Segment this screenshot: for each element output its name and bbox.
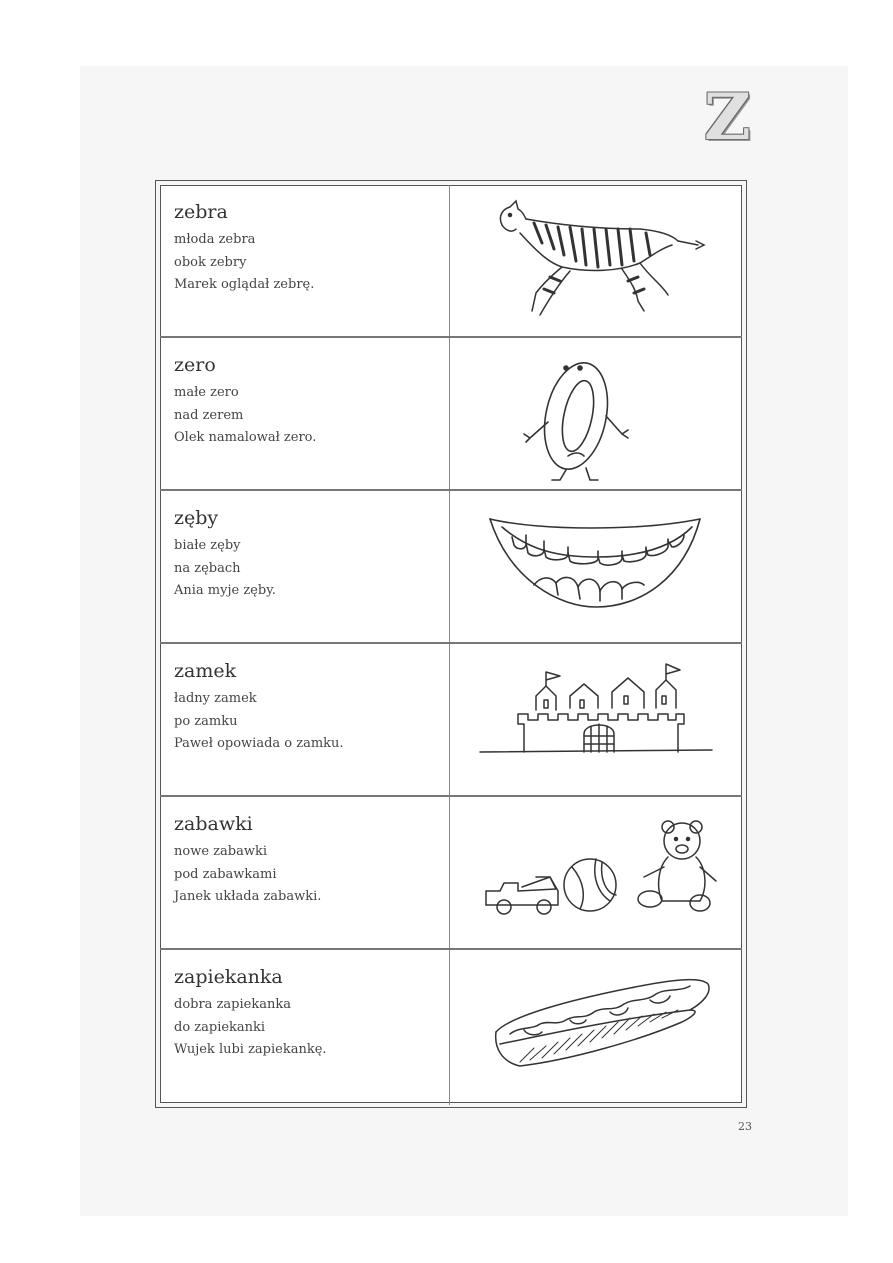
card-line: Janek układa zabawki. (174, 889, 322, 904)
card-row-zebra (160, 185, 742, 338)
card-line: Paweł opowiada o zamku. (174, 736, 344, 751)
card-line: Olek namalował zero. (174, 430, 317, 445)
card-line: obok zebry (174, 254, 247, 270)
card-text (160, 950, 450, 1105)
card-text (160, 644, 450, 795)
card-text (160, 491, 450, 642)
card-word: zero (174, 354, 216, 376)
card-line: białe zęby (174, 538, 241, 553)
card-line: ładny zamek (174, 691, 257, 706)
card-word: zamek (174, 660, 237, 682)
card-word: zabawki (174, 813, 253, 835)
card-row-zero (160, 338, 742, 491)
card-line: do zapiekanki (174, 1019, 266, 1035)
card-row-zeby (160, 491, 742, 644)
card-text (160, 338, 450, 489)
zebra-drawing (450, 185, 742, 336)
chapter-letter: Z (704, 80, 751, 155)
card-row-zabawki (160, 797, 742, 950)
card-word: zęby (174, 507, 219, 529)
card-line: Marek oglądał zebrę. (174, 277, 315, 292)
toys-drawing (450, 797, 742, 948)
teeth-smile-drawing (450, 491, 742, 642)
card-line: na zębach (174, 560, 241, 576)
castle-drawing (450, 644, 742, 795)
card-line: Wujek lubi zapiekankę. (174, 1042, 327, 1057)
zapiekanka-drawing (450, 950, 742, 1105)
card-line: nowe zabawki (174, 844, 267, 859)
card-text (160, 185, 450, 336)
page-number: 23 (738, 1120, 752, 1133)
card-line: małe zero (174, 385, 239, 400)
card-line: po zamku (174, 713, 238, 729)
card-row-zamek (160, 644, 742, 797)
card-text (160, 797, 450, 948)
card-row-zapiekanka (160, 950, 742, 1105)
card-line: młoda zebra (174, 232, 256, 247)
card-line: pod zabawkami (174, 866, 277, 882)
card-word: zebra (174, 201, 228, 223)
card-line: dobra zapiekanka (174, 997, 291, 1012)
zero-character-drawing (450, 338, 742, 489)
card-line: Ania myje zęby. (174, 583, 276, 598)
card-line: nad zerem (174, 407, 244, 423)
card-word: zapiekanka (174, 966, 283, 988)
